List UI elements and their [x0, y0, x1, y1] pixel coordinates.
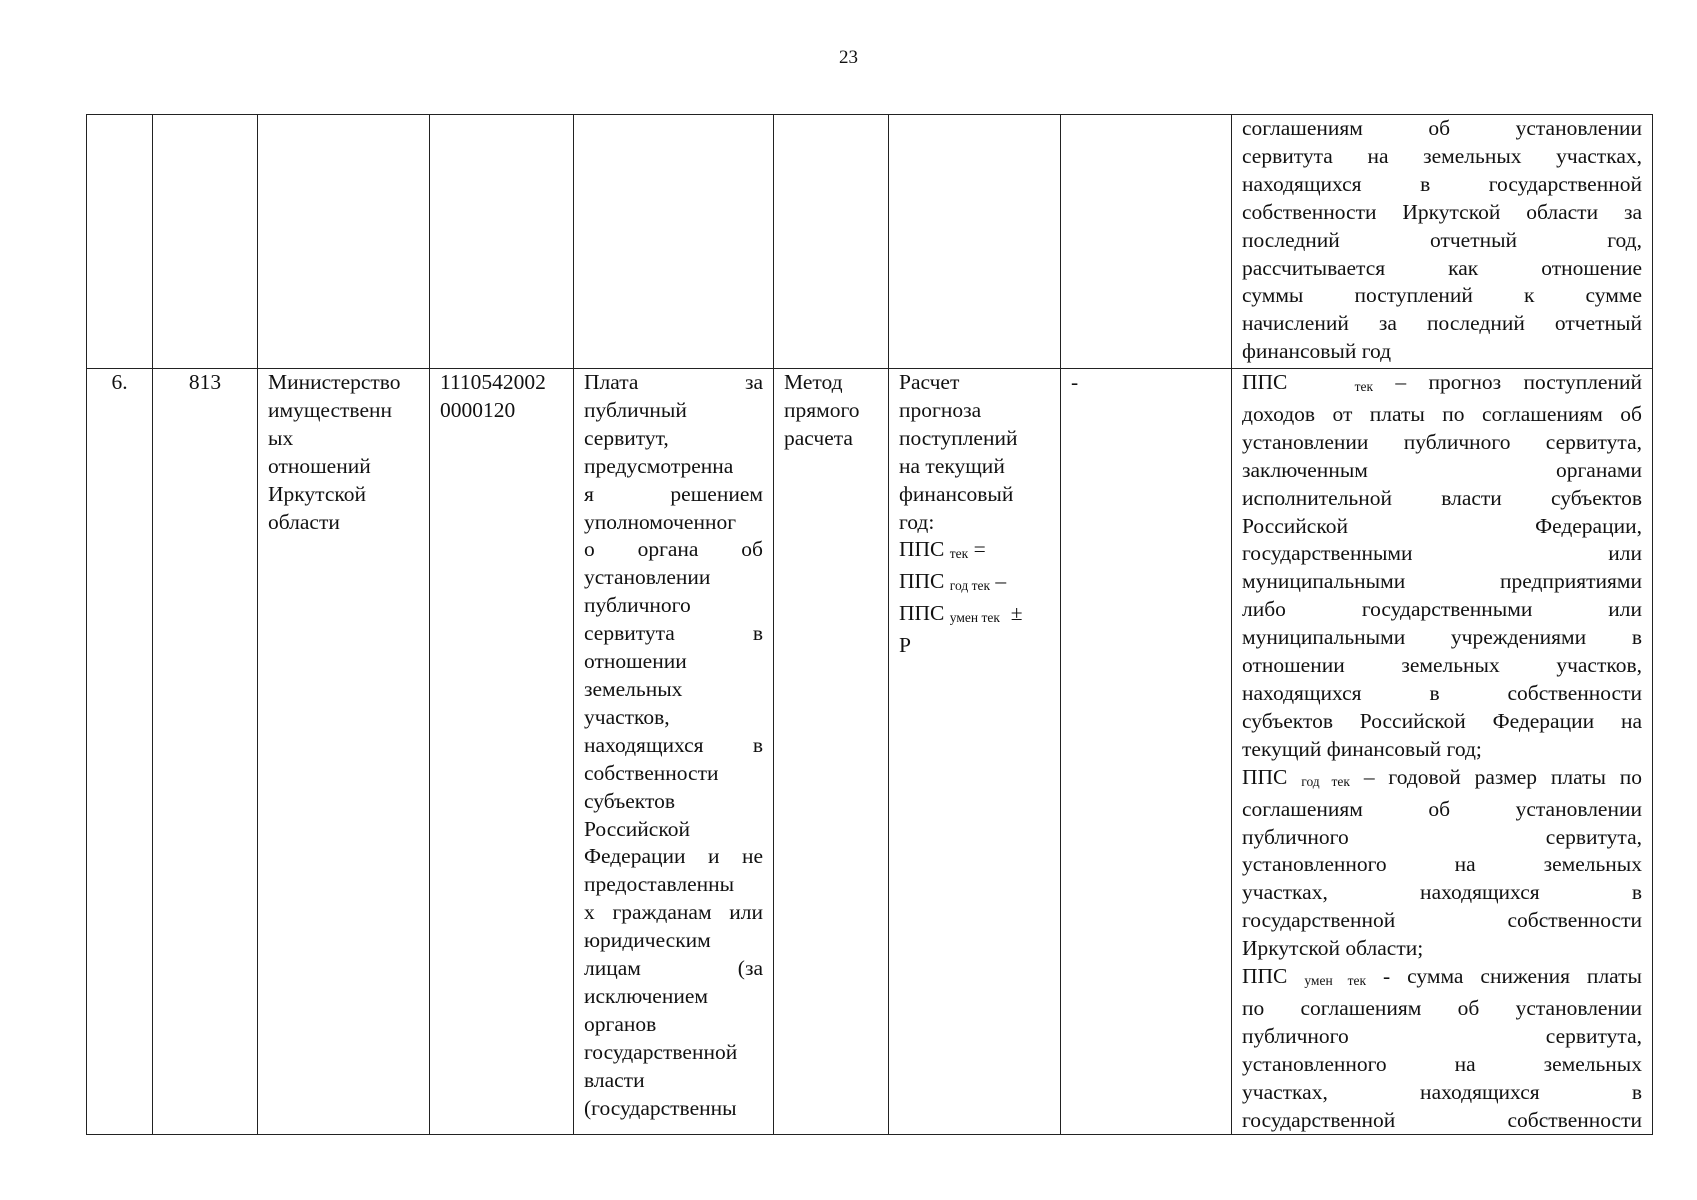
table-cell [87, 115, 153, 369]
text-line: земельных [584, 676, 683, 701]
text-line: государственной [584, 1039, 738, 1064]
text-line: установленного на земельных [1242, 1051, 1642, 1076]
text-line: Плата за [584, 370, 763, 394]
text-line: ых [268, 425, 294, 450]
row-number: 6. [111, 370, 128, 394]
text-line: публичного [584, 593, 691, 618]
text-line: на текущий [899, 453, 1005, 478]
table-row [87, 369, 1653, 1135]
formula-line: Р [899, 633, 911, 658]
text-line: собственности Иркутской области за [1242, 199, 1642, 224]
text-line: Расчет [899, 370, 960, 394]
table-row [87, 115, 1653, 369]
text-line: предусмотренна [584, 453, 734, 478]
text-line: текущий финансовый год; [1242, 736, 1482, 761]
text-line: доходов от платы по соглашениям об [1242, 401, 1642, 426]
algorithm-value: - [1071, 370, 1079, 394]
text-line: уполномоченног [584, 509, 737, 534]
text-line: либо государственными или [1242, 597, 1642, 622]
formula-subscript: тек [949, 546, 969, 562]
text-line: х гражданам или [584, 900, 763, 925]
text-line: участков, [584, 704, 670, 729]
text-line: о органа об [584, 537, 763, 562]
text-line: государственной собственности [1242, 908, 1642, 933]
text-line: Министерство [268, 370, 401, 394]
page-number: 23 [839, 47, 858, 68]
text-line [1242, 764, 1642, 796]
formula-symbol: ППС [899, 537, 945, 562]
text-line: Иркутской [268, 481, 366, 506]
text-line: власти [584, 1067, 645, 1092]
text-line: прогноза [899, 397, 982, 422]
text-line: государственными или [1242, 541, 1642, 566]
text-line: начислений за последний отчетный [1242, 311, 1642, 336]
text-line: Российской Федерации, [1242, 513, 1642, 538]
table-cell [1061, 115, 1232, 369]
text-line: соглашениям об установлении [1242, 796, 1642, 821]
method-description-cell [1232, 115, 1653, 369]
text-line: финансовый [899, 481, 1014, 506]
text-line: прямого [784, 397, 860, 422]
formula-cell [889, 369, 1061, 1135]
formula-subscript: умен тек [1304, 973, 1367, 989]
table-cell [258, 115, 430, 369]
algorithm-cell [1061, 369, 1232, 1135]
method-cell [774, 369, 889, 1135]
text-line: сервитута в [584, 621, 763, 646]
administrator-code: 813 [188, 370, 222, 394]
administrator-code-cell [153, 369, 258, 1135]
formula-symbol: ППС [1242, 764, 1288, 789]
text-line [1242, 963, 1642, 995]
text-line: соглашениям об установлении [1242, 116, 1642, 140]
text-line: собственности [584, 760, 719, 785]
text-line: год: [899, 509, 935, 534]
text-line: расчета [784, 425, 853, 450]
formula-operator: = [968, 537, 986, 562]
formula-subscript: год тек [949, 578, 991, 594]
text-line: муниципальными учреждениями в [1242, 625, 1642, 650]
text-line: исключением [584, 983, 708, 1008]
text-line: находящихся в [584, 732, 763, 757]
text-line: отношений [268, 453, 371, 478]
formula-symbol: ППС [899, 601, 945, 626]
text-line: отношении [584, 649, 687, 674]
text-line: Иркутской области; [1242, 936, 1424, 961]
description-cell [1232, 369, 1653, 1135]
text-line: отношении земельных участков, [1242, 653, 1642, 678]
text-line: муниципальными предприятиями [1242, 569, 1642, 594]
text-line: исполнительной власти субъектов [1242, 485, 1642, 510]
table-cell [430, 115, 574, 369]
text-line: публичного сервитута, [1242, 1023, 1642, 1048]
text-line: рассчитывается как отношение [1242, 255, 1642, 280]
formula-subscript: год тек [1301, 773, 1350, 789]
formula-symbol: ППС [1242, 370, 1288, 394]
text-line: Федерации и не [584, 844, 763, 869]
text-line: субъектов [584, 788, 675, 813]
text-line: публичного сервитута, [1242, 824, 1642, 849]
formula-line [899, 536, 1050, 568]
table-cell [774, 115, 889, 369]
text-line: предоставленны [584, 872, 735, 897]
formula-symbol: ППС [899, 569, 945, 594]
table-cell [574, 115, 774, 369]
text-fragment: - сумма снижения платы [1366, 964, 1642, 989]
text-line: установлении публичного сервитута, [1242, 429, 1642, 454]
text-line: государственной собственности [1242, 1107, 1642, 1132]
text-fragment: – прогноз поступлений [1373, 370, 1642, 394]
forecast-method-table [86, 114, 1653, 1135]
text-line: области [268, 509, 340, 534]
formula-subscript: умен тек [949, 610, 1000, 626]
text-line: находящихся в собственности [1242, 680, 1642, 705]
kbk-line: 0000120 [440, 397, 516, 422]
text-line: имущественн [268, 397, 393, 422]
text-fragment: – годовой размер платы по [1349, 764, 1643, 789]
text-line [1242, 369, 1642, 401]
formula-operator: – [990, 569, 1007, 594]
text-line: находящихся в государственной [1242, 171, 1642, 196]
formula-operator: ± [999, 601, 1023, 626]
text-line: установленного на земельных [1242, 852, 1642, 877]
text-line: финансовый год [1242, 339, 1392, 364]
formula-line [899, 568, 1050, 600]
income-name-cell [574, 369, 774, 1135]
text-line: сервитут, [584, 425, 669, 450]
text-line: участках, находящихся в [1242, 880, 1642, 905]
text-line: сервитута на земельных участках, [1242, 143, 1642, 168]
table-cell [889, 115, 1061, 369]
text-line: лицам (за [584, 956, 763, 981]
formula-line [899, 600, 1050, 632]
row-number-cell [87, 369, 153, 1135]
text-line: органов [584, 1011, 657, 1036]
text-line: по соглашениям об установлении [1242, 995, 1642, 1020]
formula-subscript: тек [1354, 379, 1374, 394]
text-line: последний отчетный год, [1242, 227, 1642, 252]
text-line: я решением [584, 481, 763, 506]
text-line: юридическим [584, 928, 711, 953]
text-line: суммы поступлений к сумме [1242, 283, 1642, 308]
text-line: заключенным органами [1242, 457, 1642, 482]
administrator-name-cell [258, 369, 430, 1135]
text-line: поступлений [899, 425, 1018, 450]
text-line: установлении [584, 565, 711, 590]
text-line: (государственны [584, 1095, 737, 1120]
text-line: публичный [584, 397, 687, 422]
kbk-cell [430, 369, 574, 1135]
text-line: Российской [584, 816, 690, 841]
kbk-line: 1110542002 [440, 370, 546, 394]
text-line: Метод [784, 370, 843, 394]
text-line: участках, находящихся в [1242, 1079, 1642, 1104]
table-cell [153, 115, 258, 369]
formula-symbol: ППС [1242, 964, 1288, 989]
text-line: субъектов Российской Федерации на [1242, 708, 1642, 733]
